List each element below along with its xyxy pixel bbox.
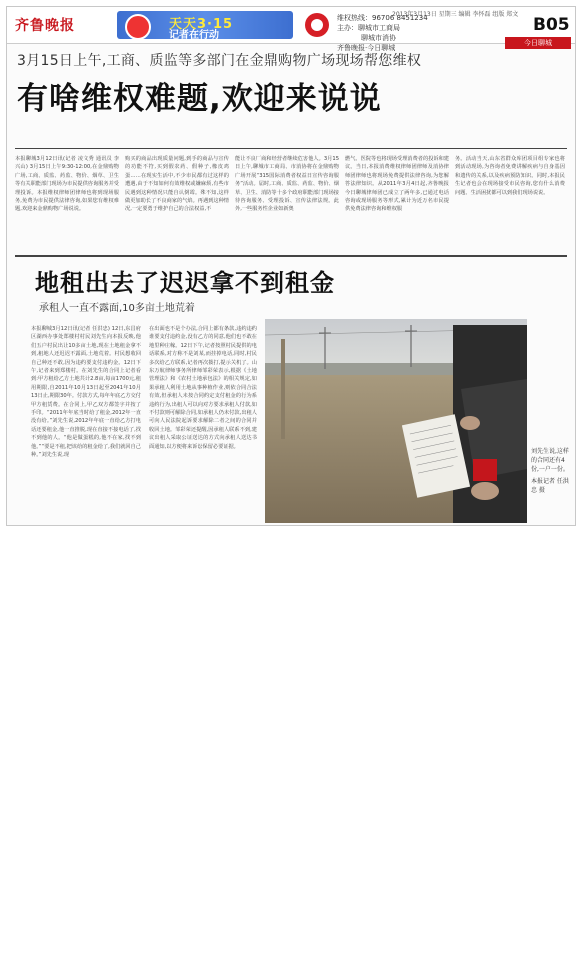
photo-credit: 本报记者 任洪忠 摄 bbox=[531, 478, 569, 494]
article1-column-1: 本报聊城3月12日讯(记者 凌文秀 通讯员 李兴山) 3月15日上午9:30-12:00,在金鼎购物广场,工商、质监、药监、物价、烟草、卫生等有关职能部门现场为市民提供咨询服务并受理投诉。本报维权律师团律师也将到现场服务,免费为市民提供法律咨询,如果您有维权难题,欢迎来金鼎购物广场说说。 bbox=[15, 156, 119, 213]
article2-subhead: 承租人一直不露面,10多亩土地荒着 bbox=[39, 303, 195, 314]
page-code: B05 bbox=[533, 15, 570, 35]
article2-headline: 地租出去了迟迟拿不到租金 bbox=[35, 269, 335, 297]
hotline: 维权热线：96706 8451234 bbox=[337, 14, 428, 22]
article1-column-4: 燃气、医院等也将现场受理消费者的投诉和建议。当日,本报消费维权律师团律师及消协律师团律师也将现场免费提供法律咨询,为您解答法律知识。从2011年3月4日起,齐鲁晚报今日聊城律师团已成立了两年多,已通过电话咨询或现场服务等形式,累计为近万名市民提供免费法律咨询和维权服 bbox=[345, 156, 449, 213]
article1-column-3: 能让不良厂商和经营者继续危害他人。3月15日上午,聊城市工商局、市消协将在金鼎购物广场开展“315国际消费者权益日宣传咨询服务”活动。届时,工商、质监、药监、物价、烟草、卫生、消防等十多个政府职能部门现场接待咨询服务、受理投诉、宣传法律法规。此外,一些服务性企业如新奥 bbox=[235, 156, 339, 213]
newspaper-logo: 齐鲁晚报 bbox=[15, 18, 75, 34]
photo-caption bbox=[531, 447, 569, 495]
banner-subtitle: 记者在行动 bbox=[169, 30, 219, 41]
caption-text: 刘先生说,这样的合同还有4份,一户一份。 bbox=[531, 448, 569, 473]
newspaper-page bbox=[6, 6, 576, 526]
masthead bbox=[7, 7, 575, 52]
issue-meta: 2013年3月13日 星期三 编辑 李怀磊 组版 郑文 bbox=[392, 11, 519, 18]
divider bbox=[15, 148, 567, 149]
consumer-association-seal-icon bbox=[305, 13, 329, 37]
section-label: 今日聊城 bbox=[505, 37, 571, 49]
article1-headline: 有啥维权难题,欢迎来说说 bbox=[17, 81, 382, 117]
news-photo bbox=[265, 319, 527, 523]
campaign-logo-icon bbox=[125, 14, 151, 40]
article1-column-5: 务。活动当天,山东省群众库团项目组专家也将到活动现场,为咨询者免费讲解疾病与自身基因和遗传的关系,以及疾病预防知识。同时,本报民生记者也会在现场接受市民咨询,您有什么消费问题、生活困扰都可以到我们现场说说。 bbox=[455, 156, 565, 196]
sponsor-3: 齐鲁晚报·今日聊城 bbox=[337, 44, 396, 52]
sponsor-1: 主办：聊城市工商局 bbox=[337, 24, 400, 32]
banner-title: 天天3·15 bbox=[169, 17, 234, 32]
article1-kicker: 3月15日上午,工商、质监等多部门在金鼎购物广场现场帮您维权 bbox=[17, 53, 422, 69]
field-photo bbox=[265, 319, 527, 523]
sponsor-2: 聊城市消协 bbox=[361, 34, 396, 42]
article2-column-2: 在出面也不是个办法,合同上都有条款,违约违约谁要支付违约金,没有乙方的同意,他们也不敢在地里种庄稼。12日下午,记者按照村民提供的电话联系,对方称不是刘某,而挂掉电话,同时,村民多次给乙方联系,记者再次拨打,提示关机了。山东万航律师事务所律师邹彩荣表示,根据《土地管理法》和《农村土地承包法》的相关规定,如果承租人利用土地从事种植作业,则依合同合法有效,但承租人未按合同约定支付租金的行为系违约行为,出租人可以向对方要求承租人付款,如不付款则可解除合同,如承租人仍未付款,出租人可向人民法院起诉要求解除二者之间的合同并收回土地。邹彩荣还提醒,因承租人联系不到,建议出租人采取公证送达的方式向承租人送达书面通知,以方便将来诉讼保留必要证据。 bbox=[149, 326, 257, 450]
article1-column-2: 购买的商品出现质量问题,到手的商品与宣传的功能不符,买到假农药、假种子,橡皮鸡蛋……在现实生活中,不少市民都有过这样的遭遇,由于不知如何有效维权或嫌麻烦,有些市民遇到这种情况只能自认倒霉。殊不知,这样做更加助长了不良商家的气焰。再遇到这种情况,一定要勇于维护自己的合法权益,不 bbox=[125, 156, 229, 213]
article2-column-1: 本报聊城3月12日讯(记者 任洪忠) 12日,东昌府区湖西办事处郑楼村村民刘先生向本报反映,他们五户村民出让10多亩土地,现在土地租金拿不到,租地人还迟迟不露面,土地荒着。村民想收回自己种还不敢,因为违约要支付违约金。12日下午,记者来到郑楼村。在刘先生的合同上记者看到:甲方租给乙方土地共计2.8亩,每亩1700元,租用期限,自2011年10月13日起至2041年10月13日止,期限30年。付款方式,每年年底乙方交付甲方租赁费。在合同上,甲乙双方都签字并按了手印。“2011年年底当时给了租金,2012年一直没有给。”刘先生说,2012年年底一直给乙方打电话还要租金,他一直推脱,现在直接不接电话了,找不到他的人。“他是做蛋糕的,他不在家,找不到他。”“要是不租,把该给的租金给了,我们就回自己种。”刘先生说,现 bbox=[31, 326, 141, 459]
section-divider bbox=[15, 255, 567, 257]
campaign-banner bbox=[117, 11, 293, 39]
hotline-info bbox=[337, 13, 428, 53]
